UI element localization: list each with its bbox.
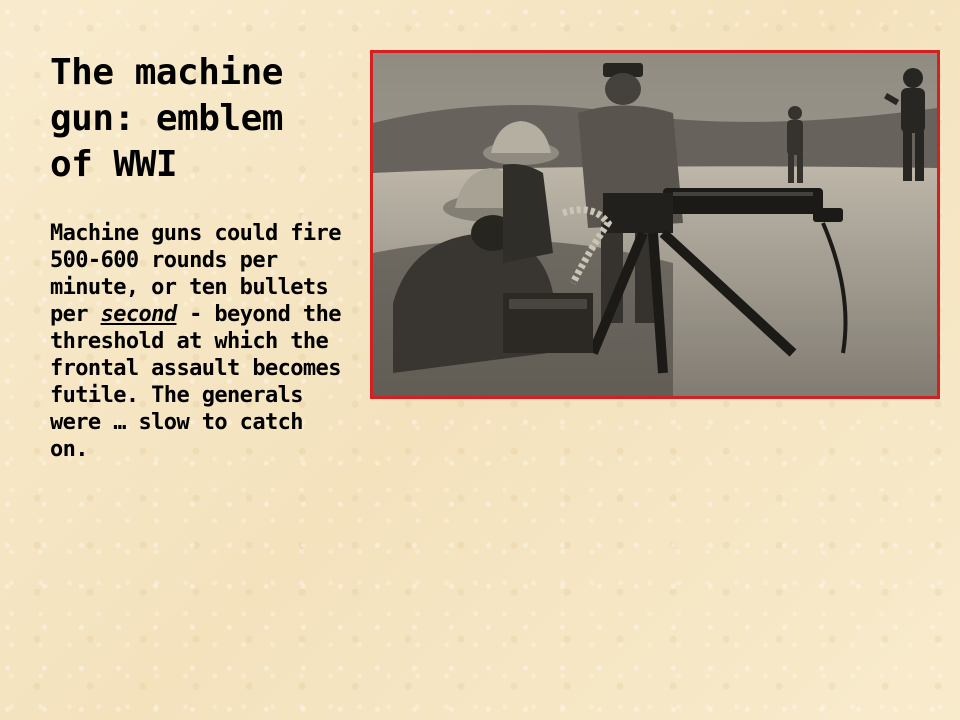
- machine-gun-photo: [370, 50, 940, 399]
- body-text-emphasis: second: [100, 302, 177, 327]
- body-text-end: - beyond the threshold at which the frontal assault becomes futile. The generals were … slow to catch on.: [50, 302, 341, 462]
- body-text-start: Machine guns could fire 500-600 rounds per minute, or ten bullets per: [50, 221, 341, 327]
- slide-body: [50, 220, 345, 463]
- slide-title: The machine gun: emblem of WWI: [50, 52, 283, 185]
- machine-gun-crew-photo-icon: [373, 53, 937, 396]
